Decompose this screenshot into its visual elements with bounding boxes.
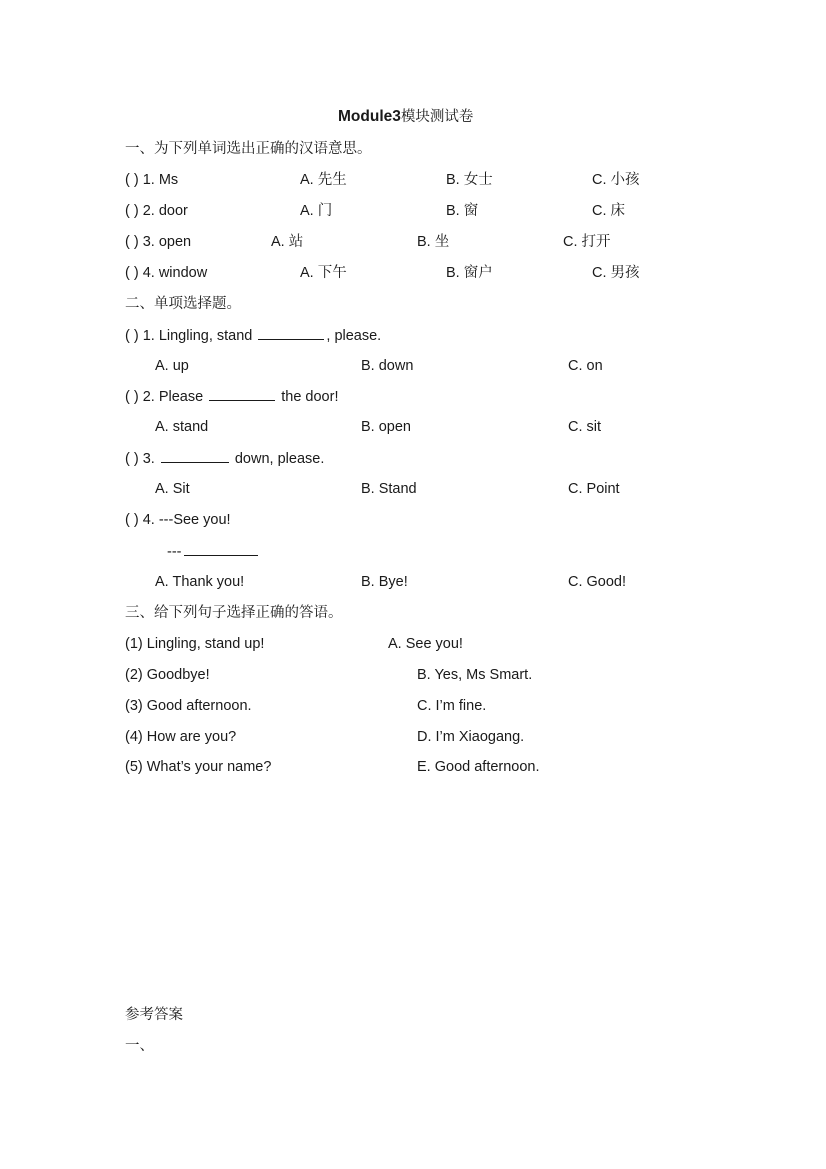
- s2-q1-a: A. up: [155, 358, 189, 374]
- s1-q4-c: C. 男孩: [592, 265, 640, 281]
- s2-q1-c: C. on: [568, 358, 603, 374]
- s1-q3: ( ) 3. open: [125, 234, 192, 250]
- answer-blank[interactable]: [258, 325, 324, 340]
- answers-part1: 一、: [125, 1038, 154, 1054]
- s3-right-4: D. I’m Xiaogang.: [417, 729, 525, 745]
- s2-q3-text: ( ) 3.: [125, 451, 159, 467]
- s3-right-1: A. See you!: [388, 636, 463, 652]
- s3-left-3: (3) Good afternoon.: [125, 698, 252, 714]
- answer-blank[interactable]: [161, 448, 229, 463]
- s2-q3-text-end: down, please.: [230, 451, 325, 467]
- answer-blank[interactable]: [209, 386, 275, 401]
- section2-heading: 二、单项选择题。: [125, 296, 241, 312]
- s1-q1: ( ) 1. Ms: [125, 172, 179, 188]
- s2-q3-c: C. Point: [568, 481, 620, 497]
- s2-q4-b: B. Bye!: [361, 574, 408, 590]
- s1-q1-a: A. 先生: [300, 172, 347, 188]
- s2-q1-text-end: , please.: [326, 328, 382, 344]
- s3-right-3: C. I’m fine.: [417, 698, 487, 714]
- s1-q1-c: C. 小孩: [592, 172, 640, 188]
- s3-right-2: B. Yes, Ms Smart.: [417, 667, 533, 683]
- answers-heading: 参考答案: [125, 1007, 183, 1023]
- reply-prefix: ---: [167, 544, 182, 560]
- s2-q1: [125, 325, 381, 346]
- s2-q2-text-end: the door!: [277, 389, 339, 405]
- s2-q4: ( ) 4. ---See you!: [125, 512, 231, 528]
- s3-left-5: (5) What’s your name?: [125, 759, 272, 775]
- s1-q2-c: C. 床: [592, 203, 626, 219]
- s1-q4: ( ) 4. window: [125, 265, 208, 281]
- s1-q2-b: B. 窗: [446, 203, 479, 219]
- s2-q4-reply: [167, 541, 260, 562]
- s1-q2-a: A. 门: [300, 203, 333, 219]
- s2-q3-b: B. Stand: [361, 481, 417, 497]
- s1-q4-a: A. 下午: [300, 265, 347, 281]
- s2-q1-b: B. down: [361, 358, 414, 374]
- s2-q4-a: A. Thank you!: [155, 574, 245, 590]
- s2-q3-a: A. Sit: [155, 481, 190, 497]
- s2-q2-c: C. sit: [568, 419, 602, 435]
- s1-q1-b: B. 女士: [446, 172, 493, 188]
- s1-q2: ( ) 2. door: [125, 203, 188, 219]
- s2-q1-text: ( ) 1. Lingling, stand: [125, 328, 257, 344]
- s2-q4-c: C. Good!: [568, 574, 627, 590]
- s3-left-2: (2) Goodbye!: [125, 667, 210, 683]
- s1-q3-a: A. 站: [271, 234, 304, 250]
- s1-q4-b: B. 窗户: [446, 265, 493, 281]
- page-title: [338, 107, 473, 127]
- section1-heading: 一、为下列单词选出正确的汉语意思。: [125, 141, 372, 157]
- title-sub: 模块测试卷: [400, 109, 474, 125]
- section3-heading: 三、给下列句子选择正确的答语。: [125, 605, 343, 621]
- s2-q2-text: ( ) 2. Please: [125, 389, 208, 405]
- s3-right-5: E. Good afternoon.: [417, 759, 540, 775]
- s2-q2-a: A. stand: [155, 419, 209, 435]
- s3-left-1: (1) Lingling, stand up!: [125, 636, 265, 652]
- s3-left-4: (4) How are you?: [125, 729, 237, 745]
- s1-q3-c: C. 打开: [563, 234, 611, 250]
- s2-q2-b: B. open: [361, 419, 411, 435]
- s2-q2: [125, 386, 338, 407]
- title-main: Module3: [338, 108, 401, 125]
- answer-blank[interactable]: [184, 541, 258, 556]
- s2-q3: [125, 448, 324, 469]
- s1-q3-b: B. 坐: [417, 234, 450, 250]
